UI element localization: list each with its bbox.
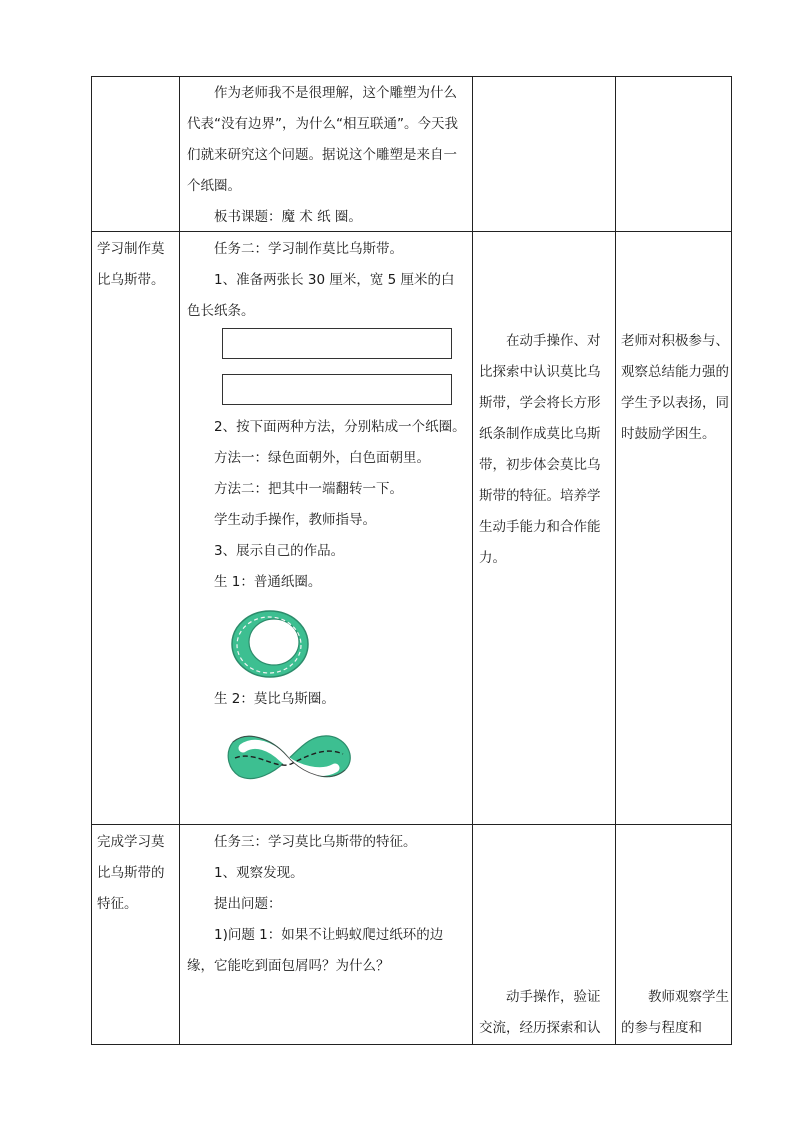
student-operation: 学生动手操作，教师指导。 — [214, 512, 376, 528]
table-border-right — [731, 76, 732, 1045]
col-divider-3 — [615, 76, 616, 1045]
board-title: 板书课题：魔 术 纸 圈。 — [214, 209, 362, 225]
paper-strip-2 — [222, 374, 452, 405]
ordinary-ring-illustration — [225, 604, 315, 684]
col-divider-2 — [472, 76, 473, 1045]
row3-goal-text: 动手操作，验证交流，经历探索和认 — [479, 989, 601, 1036]
lesson-table — [91, 76, 732, 1045]
row2-stage: 学习制作莫比乌斯带。 — [97, 241, 165, 288]
row3-goal — [479, 982, 609, 1044]
ask-question-label: 提出问题： — [214, 896, 282, 912]
row2-content — [187, 234, 467, 822]
step-prepare: 1、准备两张长 30 厘米，宽 5 厘米的白色长纸条。 — [187, 272, 455, 319]
mobius-strip-illustration — [225, 726, 355, 788]
row3-evaluation-text: 教师观察学生的参与程度和 — [621, 989, 729, 1036]
paper-strip-1 — [222, 328, 452, 359]
table-border-left — [91, 76, 92, 1045]
row2-goal — [479, 326, 609, 574]
row1-content — [187, 78, 467, 233]
goal-text: 在动手操作、对比探索中认识莫比乌斯带，学会将长方形纸条制作成莫比乌斯带，初步体会莫比乌斯带的特征。培养学生动手能力和合作能力。 — [479, 333, 601, 566]
table-border-bottom — [91, 1044, 732, 1045]
row3-content — [187, 827, 467, 982]
student-one: 生 1：普通纸圈。 — [214, 574, 322, 590]
student-two: 生 2：莫比乌斯圈。 — [214, 691, 335, 707]
question-one: 1)问题 1：如果不让蚂蚁爬过纸环的边缘，它能吃到面包屑吗？为什么？ — [187, 927, 444, 974]
intro-paragraph: 作为老师我不是很理解，这个雕塑为什么代表“没有边界”，为什么“相互联通”。今天我们就来研究这个问题。据说这个雕塑是来自一个纸圈。 — [187, 85, 458, 194]
step-show: 3、展示自己的作品。 — [214, 543, 345, 559]
method-two: 方法二：把其中一端翻转一下。 — [214, 481, 403, 497]
task-two-heading: 任务二：学习制作莫比乌斯带。 — [214, 241, 403, 257]
row2-evaluation: 老师对积极参与、观察总结能力强的学生予以表扬，同时鼓励学困生。 — [621, 333, 729, 442]
table-border-top — [91, 76, 732, 77]
observe-heading: 1、观察发现。 — [214, 865, 304, 881]
row3-evaluation — [621, 982, 729, 1044]
step-glue: 2、按下面两种方法，分别粘成一个纸圈。 — [214, 419, 466, 435]
row3-stage: 完成学习莫比乌斯带的特征。 — [97, 834, 165, 912]
col-divider-1 — [179, 76, 180, 1045]
task-three-heading: 任务三：学习莫比乌斯带的特征。 — [214, 834, 417, 850]
method-one: 方法一：绿色面朝外，白色面朝里。 — [214, 450, 430, 466]
row-divider-2 — [91, 824, 732, 825]
